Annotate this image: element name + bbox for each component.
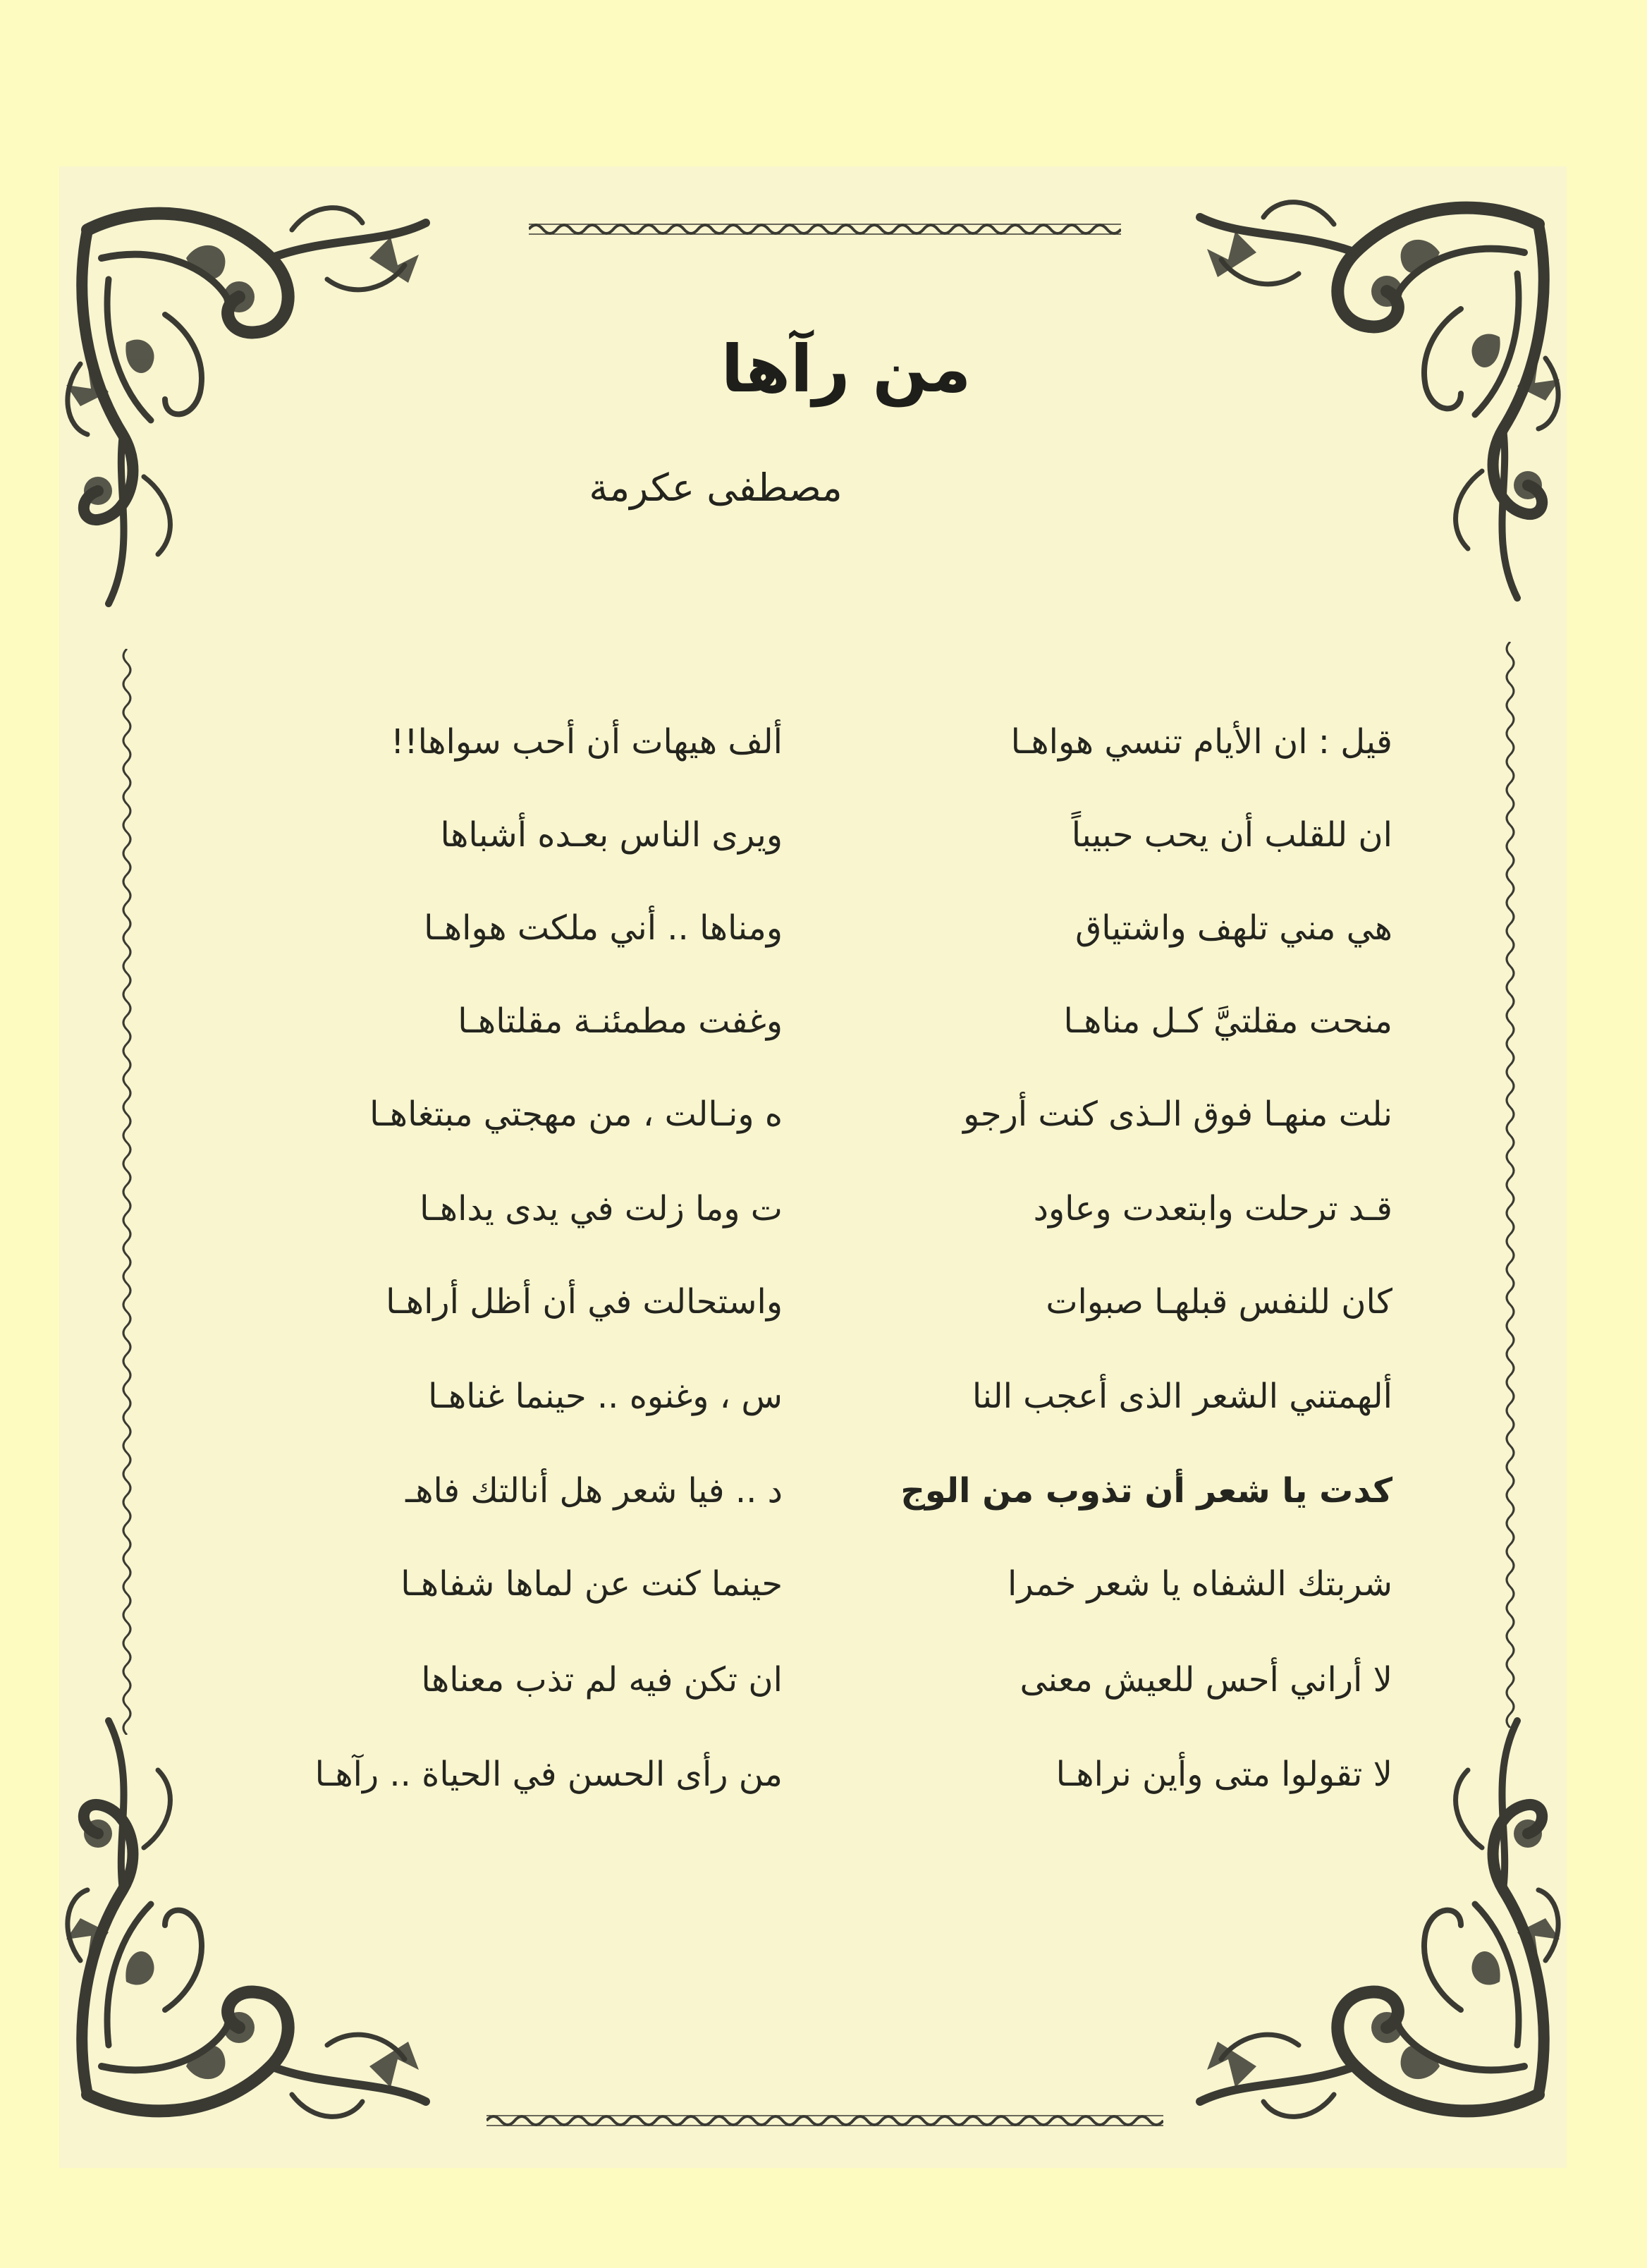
verse-3-second-half: ومناها .. أني ملكت هواهـا [424, 908, 783, 948]
verse-7-second-half: واستحالت في أن أظل أراهـا [386, 1282, 783, 1322]
verse-1-second-half: ألف هيهات أن أحب سواها!! [391, 722, 783, 762]
verse-1-first-half: قيل : ان الأيام تنسي هواهـا [1010, 722, 1392, 762]
verse-2-second-half: ويرى الناس بعـده أشباها [440, 815, 783, 855]
verse-8-second-half: س ، وغنوه .. حينما غناهـا [428, 1377, 783, 1416]
verse-9-first-half: كدت يا شعر أن تذوب من الوج [900, 1471, 1392, 1511]
wavy-divider-icon [486, 2110, 1163, 2131]
verse-11-second-half: ان تكن فيه لم تذب معناها [421, 1660, 783, 1700]
verse-10-second-half: حينما كنت عن لماها شفاهـا [400, 1564, 783, 1604]
wavy-vertical-border-icon [118, 649, 135, 1738]
verse-10-first-half: شربتك الشفاه يا شعر خمرا [1008, 1564, 1392, 1604]
poem-author: مصطفى عكرمة [589, 465, 843, 510]
verse-9-second-half: د .. فيا شعر هل أنالتك فاهـ [405, 1471, 783, 1511]
verse-12-second-half: من رأى الحسن في الحياة .. رآهـا [314, 1755, 783, 1794]
wavy-vertical-border-icon [1502, 642, 1519, 1731]
verse-6-first-half: قـد ترحلت وابتعدت وعاود [1033, 1189, 1392, 1228]
poem-title: من رآها [721, 331, 972, 407]
verse-5-second-half: ه ونـالت ، من مهجتي مبتغاهـا [369, 1095, 783, 1134]
verse-2-first-half: ان للقلب أن يحب حبيباً [1071, 815, 1392, 855]
corner-ornament-icon [59, 181, 440, 618]
verse-12-first-half: لا تقولوا متى وأين نراهـا [1055, 1755, 1392, 1794]
verse-3-first-half: هي مني تلهف واشتياق [1075, 908, 1392, 948]
verse-5-first-half: نلت منهـا فوق الـذى كنت أرجو [963, 1095, 1392, 1134]
verse-4-second-half: وغفت مطمئنـة مقلتاهـا [458, 1001, 783, 1041]
verse-6-second-half: ت وما زلت في يدى يداهـا [420, 1189, 783, 1228]
verse-7-first-half: كان للنفس قبلهـا صبوات [1046, 1282, 1392, 1322]
verse-8-first-half: ألهمتني الشعر الذى أعجب النا [972, 1377, 1392, 1416]
verse-11-first-half: لا أراني أحس للعيش معنى [1020, 1660, 1392, 1700]
verse-4-first-half: منحت مقلتيَّ كـل مناهـا [1063, 1001, 1392, 1041]
corner-ornament-icon [1186, 175, 1567, 612]
wavy-divider-icon [529, 219, 1121, 240]
